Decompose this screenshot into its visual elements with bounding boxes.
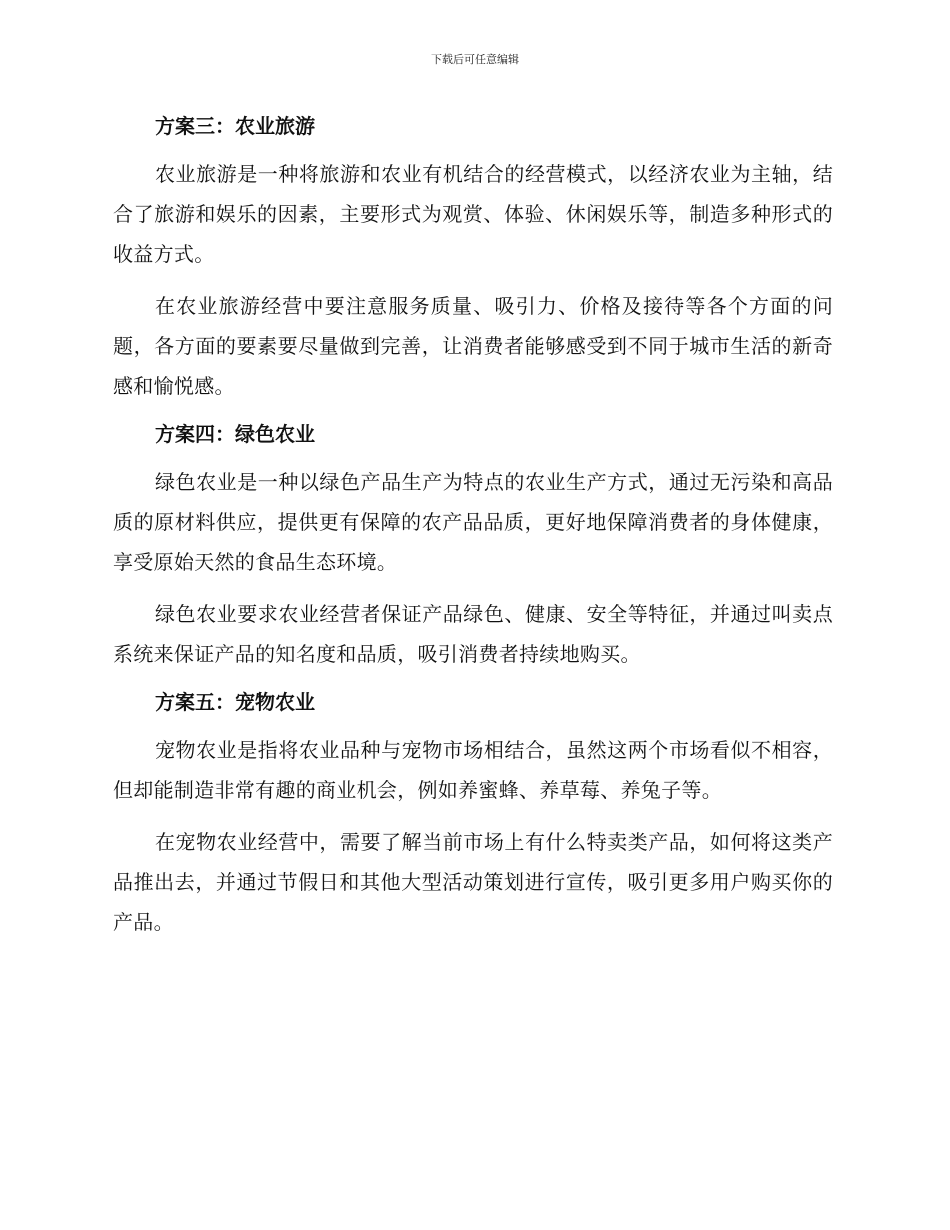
document-body [113, 110, 833, 942]
section-heading: 方案四：绿色农业 [155, 422, 315, 446]
paragraph: 宠物农业是指将农业品种与宠物市场相结合，虽然这两个市场看似不相容，但却能制造非常有趣的商业机会，例如养蜜蜂、养草莓、养兔子等。 [113, 738, 833, 802]
paragraph: 农业旅游是一种将旅游和农业有机结合的经营模式，以经济农业为主轴，结合了旅游和娱乐的因素，主要形式为观赏、体验、休闲娱乐等，制造多种形式的收益方式。 [113, 162, 833, 266]
paragraph: 绿色农业要求农业经营者保证产品绿色、健康、安全等特征，并通过叫卖点系统来保证产品的知名度和品质，吸引消费者持续地购买。 [113, 602, 833, 666]
section-heading: 方案三：农业旅游 [155, 114, 315, 138]
paragraph: 在宠物农业经营中，需要了解当前市场上有什么特卖类产品，如何将这类产品推出去，并通过节假日和其他大型活动策划进行宣传，吸引更多用户购买你的产品。 [113, 830, 833, 934]
page-header: 下载后可任意编辑 [431, 53, 519, 66]
paragraph: 在农业旅游经营中要注意服务质量、吸引力、价格及接待等各个方面的问题，各方面的要素要尽量做到完善，让消费者能够感受到不同于城市生活的新奇感和愉悦感。 [113, 294, 833, 398]
paragraph: 绿色农业是一种以绿色产品生产为特点的农业生产方式，通过无污染和高品质的原材料供应，提供更有保障的农产品品质，更好地保障消费者的身体健康，享受原始天然的食品生态环境。 [113, 470, 833, 574]
section-heading: 方案五：宠物农业 [155, 690, 315, 714]
